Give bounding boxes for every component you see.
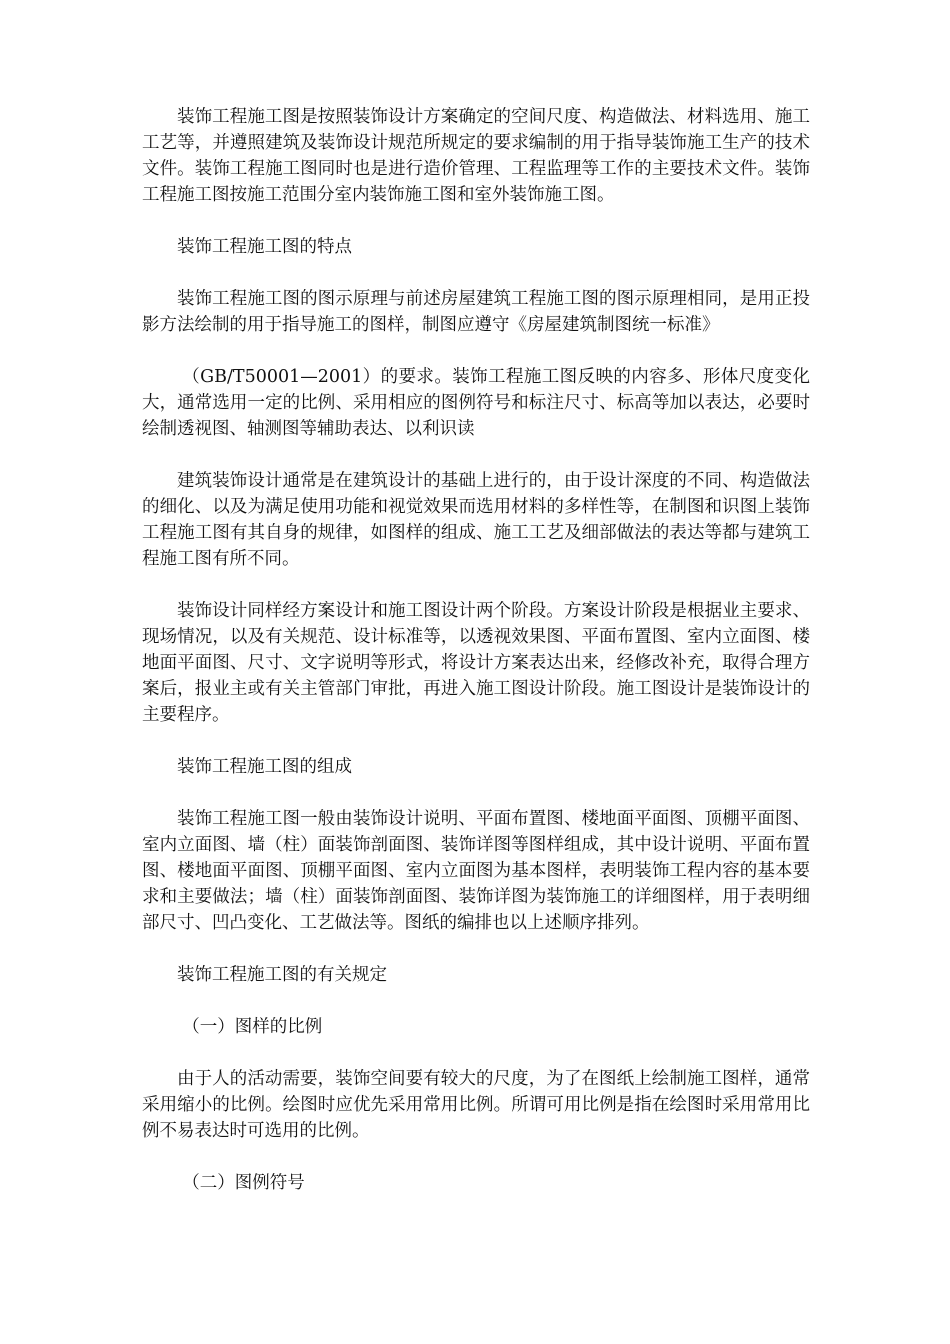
subheading-scale: （一）图样的比例 xyxy=(182,1017,323,1037)
paragraph-principle: 装饰工程施工图的图示原理与前述房屋建筑工程施工图的图示原理相同，是用正投影方法绘制的用于指导施工的图样，制图应遵守《房屋建筑制图统一标准》 xyxy=(142,289,810,335)
heading-features: 装饰工程施工图的特点 xyxy=(177,237,352,257)
paragraph-stages: 装饰设计同样经方案设计和施工图设计两个阶段。方案设计阶段是根据业主要求、现场情况，以及有关规范、设计标准等，以透视效果图、平面布置图、室内立面图、楼地面平面图、尺寸、文字说明等形式，将设计方案表达出来，经修改补充，取得合理方案后，报业主或有关主管部门审批，再进入施工图设计阶段。施工图设计是装饰设计的主要程序。 xyxy=(142,601,810,725)
paragraph-scale: 由于人的活动需要，装饰空间要有较大的尺度，为了在图纸上绘制施工图样，通常采用缩小的比例。绘图时应优先采用常用比例。所谓可用比例是指在绘图时采用常用比例不易表达时可选用的比例。 xyxy=(142,1069,810,1141)
paragraph-composition: 装饰工程施工图一般由装饰设计说明、平面布置图、楼地面平面图、顶棚平面图、室内立面图、墙（柱）面装饰剖面图、装饰详图等图样组成，其中设计说明、平面布置图、楼地面平面图、顶棚平面图、室内立面图为基本图样，表明装饰工程内容的基本要求和主要做法；墙（柱）面装饰剖面图、装饰详图为装饰施工的详细图样，用于表明细部尺寸、凹凸变化、工艺做法等。图纸的编排也以上述顺序排列。 xyxy=(142,809,810,933)
heading-regulations: 装饰工程施工图的有关规定 xyxy=(177,965,387,985)
document-page xyxy=(142,104,810,1222)
paragraph-standard: （GB/T50001—2001）的要求。装饰工程施工图反映的内容多、形体尺度变化大，通常选用一定的比例、采用相应的图例符号和标注尺寸、标高等加以表达，必要时绘制透视图、轴测图等辅助表达、以利识读 xyxy=(142,367,810,439)
subheading-legend: （二）图例符号 xyxy=(182,1173,305,1193)
paragraph-rules: 建筑装饰设计通常是在建筑设计的基础上进行的，由于设计深度的不同、构造做法的细化、以及为满足使用功能和视觉效果而选用材料的多样性等，在制图和识图上装饰工程施工图有其自身的规律，如图样的组成、施工工艺及细部做法的表达等都与建筑工程施工图有所不同。 xyxy=(142,471,810,569)
heading-composition: 装饰工程施工图的组成 xyxy=(177,757,352,777)
paragraph-intro: 装饰工程施工图是按照装饰设计方案确定的空间尺度、构造做法、材料选用、施工工艺等，并遵照建筑及装饰设计规范所规定的要求编制的用于指导装饰施工生产的技术文件。装饰工程施工图同时也是进行造价管理、工程监理等工作的主要技术文件。装饰工程施工图按施工范围分室内装饰施工图和室外装饰施工图。 xyxy=(142,107,810,205)
